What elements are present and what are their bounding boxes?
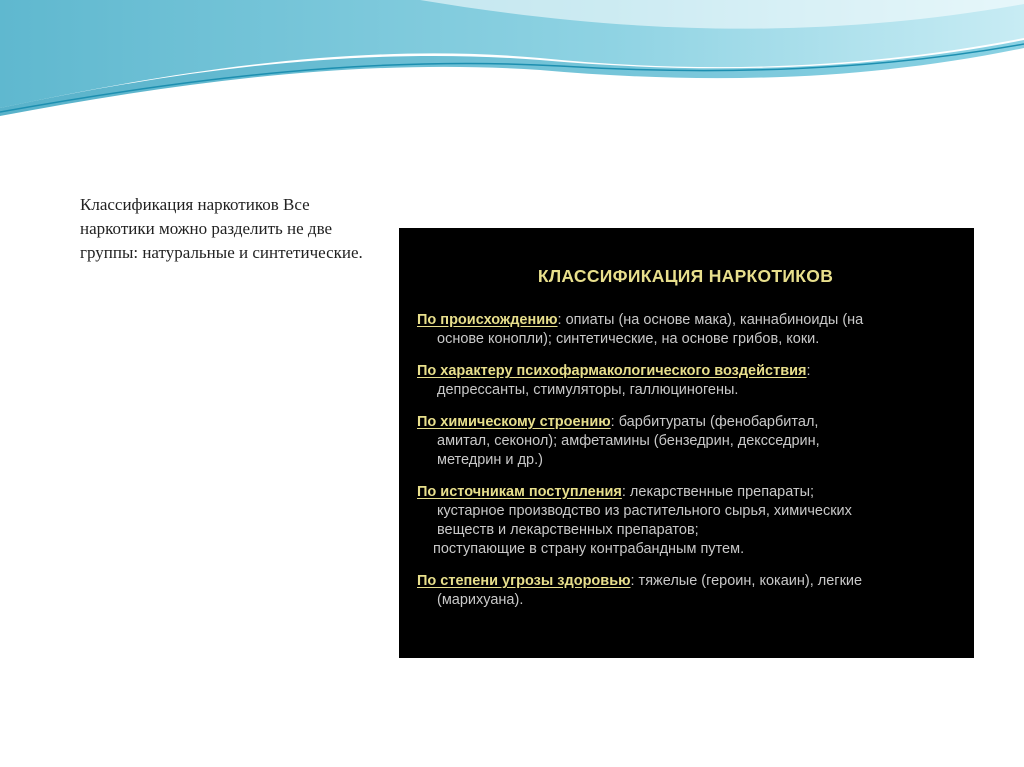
entry-line: кустарное производство из растительного сырья, химических	[437, 503, 852, 519]
entry-origin	[417, 311, 954, 349]
entry-text: : опиаты (на основе мака), каннабиноиды (на	[557, 312, 864, 328]
entry-text: :	[806, 363, 811, 379]
entry-term: По химическому строению	[417, 414, 611, 430]
panel-title: КЛАССИФИКАЦИЯ НАРКОТИКОВ	[537, 266, 834, 286]
entry-term: По характеру психофармакологического воздействия	[417, 363, 807, 379]
entry-line: (марихуана).	[437, 592, 524, 608]
classification-panel	[399, 228, 974, 658]
entry-text: : тяжелые (героин, кокаин), легкие	[630, 573, 863, 589]
decorative-wave-header	[0, 0, 1024, 140]
entry-term: По происхождению	[417, 312, 558, 328]
entry-line: амитал, секонол); амфетамины (бензедрин, дексседрин,	[437, 433, 820, 449]
entry-term: По источникам поступления	[417, 484, 622, 500]
entry-line: поступающие в страну контрабандным путем.	[433, 541, 745, 557]
entry-sources	[417, 483, 954, 559]
entry-line: депрессанты, стимуляторы, галлюциногены.	[437, 382, 739, 398]
entry-text: : лекарственные препараты;	[621, 484, 815, 500]
entry-text: : барбитураты (фенобарбитал,	[610, 414, 819, 430]
entry-psychopharm	[417, 362, 954, 400]
entry-line: основе конопли); синтетические, на основе грибов, коки.	[437, 331, 820, 347]
entry-line: веществ и лекарственных препаратов;	[437, 522, 699, 538]
entry-chemical	[417, 413, 954, 470]
entry-line: метедрин и др.)	[437, 452, 543, 468]
entry-term: По степени угрозы здоровью	[417, 573, 631, 589]
entry-health-threat	[417, 572, 954, 610]
slide-caption: Классификация наркотиков Все наркотики можно разделить не две группы: натуральные и синтетические.	[80, 195, 363, 262]
